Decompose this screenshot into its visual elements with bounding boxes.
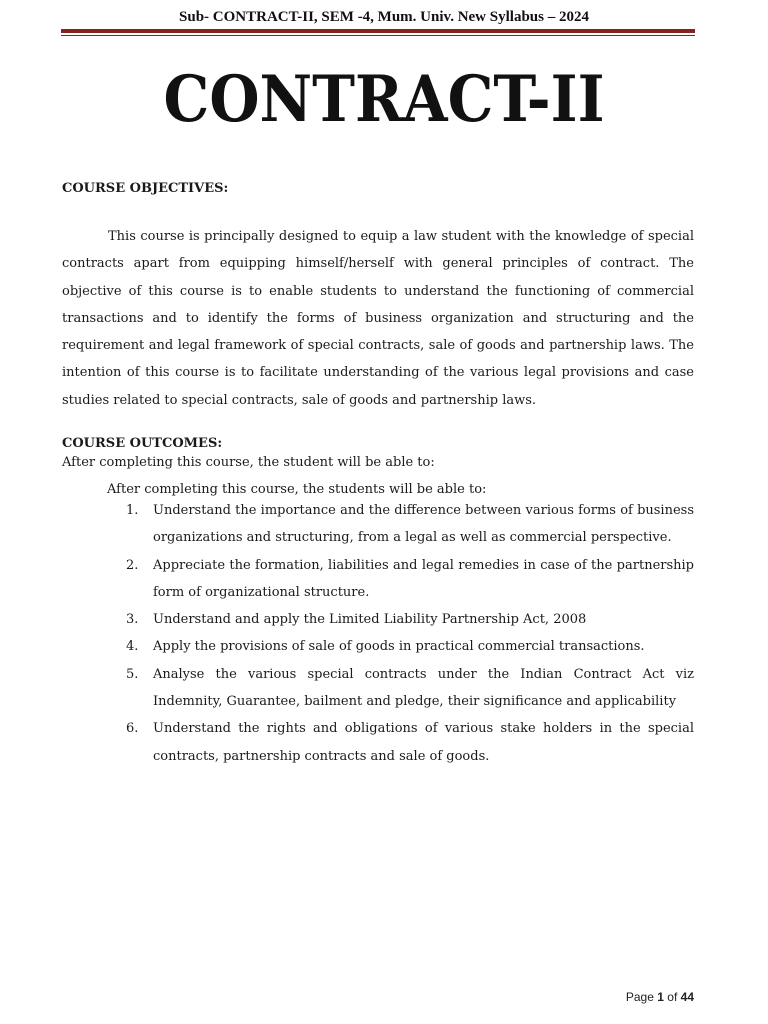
page-word: Page <box>625 990 654 1004</box>
list-item-number: 6. <box>126 721 139 737</box>
list-item-number: 2. <box>126 557 139 573</box>
list-item <box>126 661 694 716</box>
course-outcomes-heading: COURSE OUTCOMES: <box>62 436 223 451</box>
list-item <box>126 715 694 770</box>
current-page-number: 1 <box>657 990 664 1004</box>
list-item-number: 5. <box>126 666 139 682</box>
list-item <box>126 633 694 660</box>
list-item-text: Appreciate the formation, liabilities and legal remedies in case of the partnership form of organizational structure. <box>153 557 694 600</box>
list-item-text: Understand and apply the Limited Liability Partnership Act, 2008 <box>153 612 587 628</box>
course-objectives-paragraph: This course is principally designed to equip a law student with the knowledge of special contracts apart from equipping himself/herself with general principles of contract. The objective of this course is to enable students to understand the functioning of commercial transactions and to identify the forms of business organization and structuring and the requirement and legal framework of special contracts, sale of goods and partnership laws. The intention of this course is to facilitate understanding of the various legal provisions and case studies related to special contracts, sale of goods and partnership laws. <box>62 229 694 408</box>
running-header: Sub- CONTRACT-II, SEM -4, Mum. Univ. New Syllabus – 2024 <box>179 9 589 25</box>
course-objectives-heading: COURSE OBJECTIVES: <box>62 181 229 196</box>
list-item-text: Analyse the various special contracts under the Indian Contract Act viz Indemnity, Guarantee, bailment and pledge, their significance and applicability <box>153 666 694 710</box>
list-item-number: 1. <box>126 503 139 518</box>
list-item-number: 3. <box>126 612 139 628</box>
course-outcomes-list <box>126 497 694 770</box>
header-rule-thin <box>61 35 695 36</box>
of-word: of <box>667 990 678 1004</box>
course-outcomes-intro: After completing this course, the student will be able to: <box>62 455 435 470</box>
list-item <box>126 606 694 633</box>
course-outcomes-sub-intro: After completing this course, the students will be able to: <box>107 482 487 497</box>
list-item-text: Understand the importance and the difference between various forms of business organizations and structuring, from a legal as well as commercial perspective. <box>153 503 694 546</box>
list-item-text: Apply the provisions of sale of goods in practical commercial transactions. <box>153 639 645 655</box>
list-item-text: Understand the rights and obligations of various stake holders in the special contracts, partnership contracts and sale of goods. <box>153 721 694 764</box>
document-title: CONTRACT-II <box>163 62 605 137</box>
total-pages-number: 44 <box>680 990 694 1004</box>
list-item <box>126 552 694 607</box>
list-item-number: 4. <box>126 639 139 655</box>
header-rule-thick <box>61 29 695 33</box>
list-item <box>126 497 694 552</box>
page-number-footer <box>626 989 694 1005</box>
